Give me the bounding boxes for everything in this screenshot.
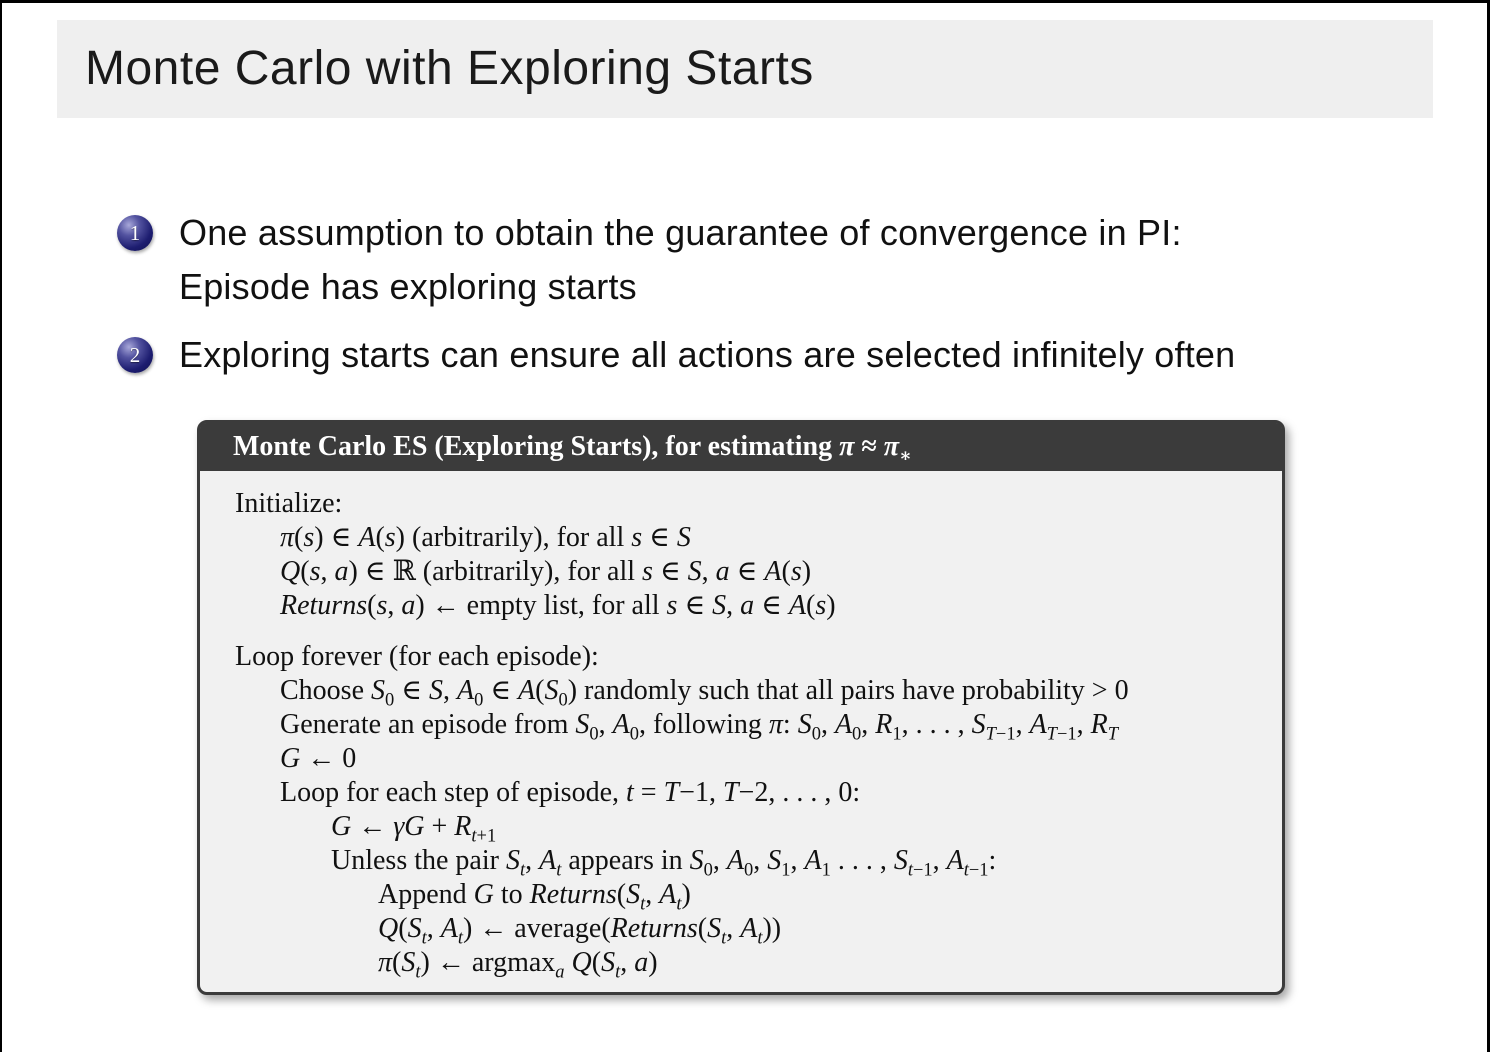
slide-title: Monte Carlo with Exploring Starts (85, 42, 814, 95)
algorithm-line: Unless the pair $S_t$, $A_t$ appears in $S_0$, $A_0$, $S_1$, $A_1$ . . . , $S_{t-1}$, $A_{t-1}$: (331, 845, 997, 880)
title-bar (57, 20, 1433, 118)
bullet-2-line-1: Exploring starts can ensure all actions are selected infinitely often (179, 334, 1236, 375)
algorithm-line: G ← 0 (280, 743, 357, 774)
bullet-1-line-1: One assumption to obtain the guarantee of convergence in PI: (179, 212, 1182, 253)
algorithm-block (197, 420, 1285, 995)
algorithm-line: Returns(s, a) ← empty list, for all s ∈ S, a ∈ A(s) (280, 590, 836, 621)
bullet-item-2 (117, 328, 1235, 382)
algorithm-line: $\pi(S_t)$ ← argmax$_a$ $Q(S_t$, a) (378, 947, 658, 982)
algorithm-line: Q(s, a) ∈ ℝ (arbitrarily), for all s ∈ S, a ∈ A(s) (280, 556, 812, 587)
bullet-2-text (179, 328, 1235, 382)
algorithm-line: Choose $S_0$ ∈ S, $A_0$ ∈ $A(S_0)$ randomly such that all pairs have probability > 0 (280, 675, 1129, 710)
bullet-1-text (179, 206, 1182, 314)
algorithm-line: Generate an episode from $S_0$, $A_0$, following π: $S_0$, $A_0$, $R_1$, . . . , $S_{T-1}$, $A_{T-1}$, $R_T$ (280, 709, 1118, 744)
algorithm-line: π(s) ∈ A(s) (arbitrarily), for all s ∈ S (280, 522, 691, 553)
algorithm-line: Loop forever (for each episode): (235, 641, 599, 672)
algorithm-block-title: Monte Carlo ES (Exploring Starts), for estimating $\pi \approx \pi_∗$ (200, 423, 1282, 471)
bullet-item-1 (117, 206, 1182, 314)
algorithm-line: Append G to $Returns(S_t$, $A_t$) (378, 879, 691, 914)
algorithm-line: $Q(S_t$, $A_t$) ← $average(Returns(S_t$, $A_t$)) (378, 913, 782, 948)
algorithm-line: Initialize: (235, 488, 343, 519)
enumerate-ball-2-icon: 2 (117, 337, 153, 373)
enumerate-ball-1-icon: 1 (117, 215, 153, 251)
algorithm-pseudocode (200, 471, 1282, 980)
bullet-1-line-2: Episode has exploring starts (179, 266, 637, 307)
algorithm-line: Loop for each step of episode, t = T−1, T−2, . . . , 0: (280, 777, 861, 808)
algorithm-line: G ← $\gamma G + R_{t+1}$ (331, 811, 497, 846)
